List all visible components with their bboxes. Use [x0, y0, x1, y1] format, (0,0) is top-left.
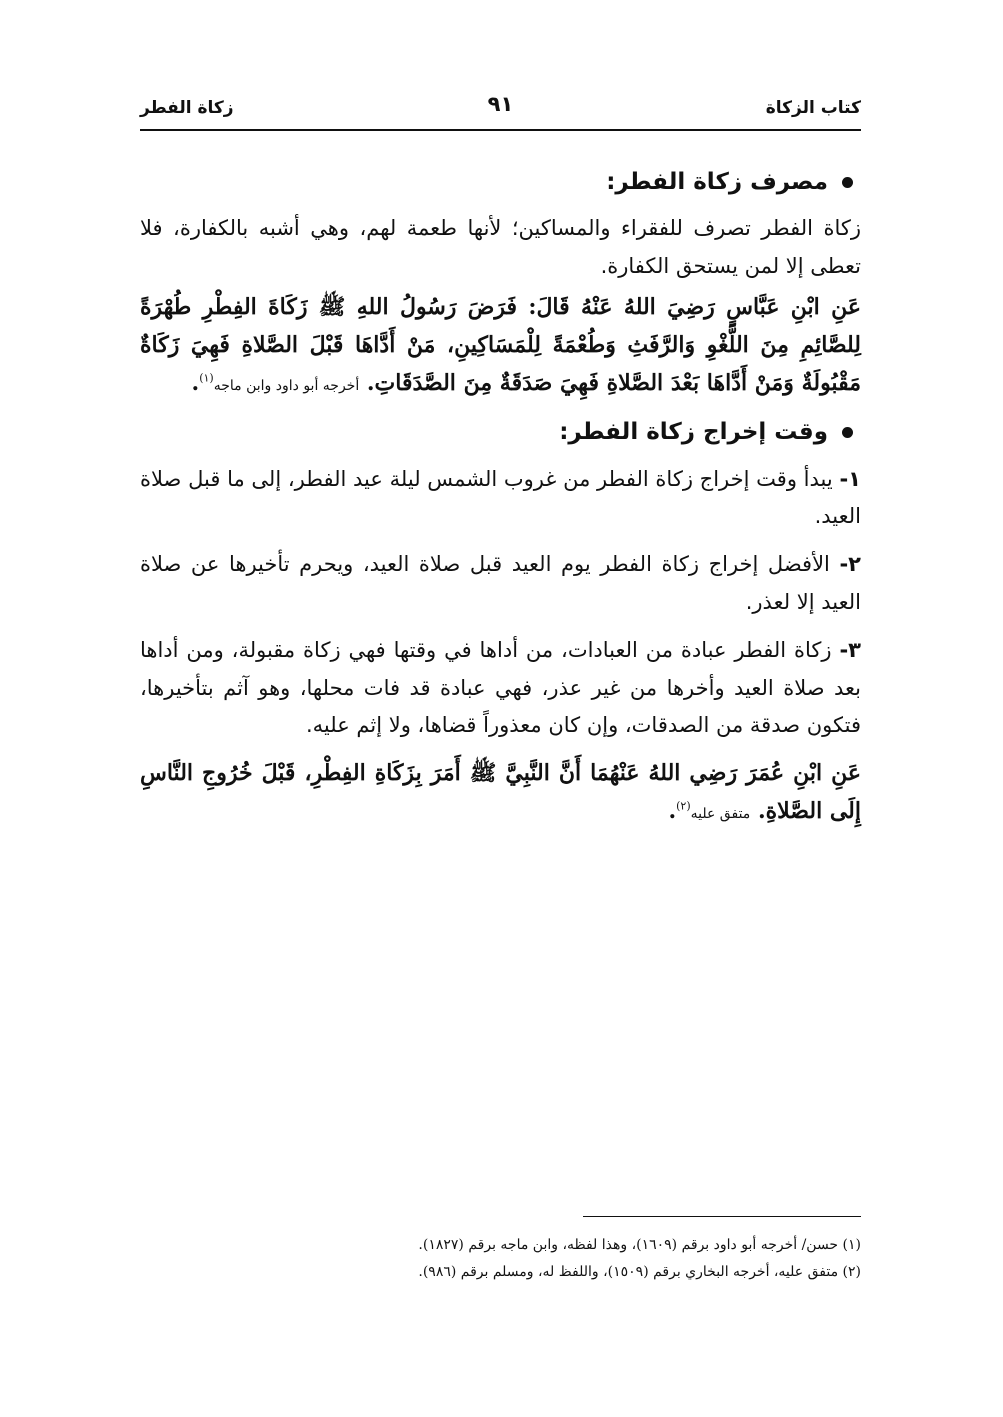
hadith-text: عَنِ ابْنِ عُمَرَ رَضِي اللهُ عَنْهُمَا أَنَّ النَّبِيَّ ﷺ أَمَرَ بِزَكَاةِ الفِطْرِ، قَبْلَ خُرُوجِ النَّاسِ إِلَى الصَّلاةِ. [140, 760, 861, 825]
hadith-end: . [668, 798, 677, 825]
hadith-source: متفق عليه [690, 806, 751, 823]
list-text: الأفضل إخراج زكاة الفطر يوم العيد قبل صلاة العيد، ويحرم تأخيرها عن صلاة العيد إلا لعذر. [140, 552, 861, 614]
hadith-ibn-abbas [140, 289, 861, 402]
list-text: يبدأ وقت إخراج زكاة الفطر من غروب الشمس ليلة عيد الفطر، إلى ما قبل صلاة العيد. [140, 466, 861, 529]
section-heading-recipients [140, 166, 861, 198]
list-item [140, 632, 861, 745]
book-title: كتاب الزكاة [765, 98, 861, 118]
page-header [140, 92, 861, 128]
list-item [140, 461, 861, 537]
hadith-text: عَنِ ابْنِ عَبَّاسٍ رَضِيَ اللهُ عَنْهُ قَالَ: فَرَضَ رَسُولُ اللهِ ﷺ زَكَاةَ الفِطْرِ طُهْرَةً لِلصَّائِمِ مِنَ اللَّغْوِ وَالرَّفَثِ وَطُعْمَةً لِلْمَسَاكِينِ، مَنْ أَدَّاهَا قَبْلَ الصَّلاةِ فَهِيَ زَكَاةٌ مَقْبُولَةٌ وَمَنْ أَدَّاهَا بَعْدَ الصَّلاةِ فَهِيَ صَدَقَةٌ مِنَ الصَّدَقَاتِ. [140, 293, 861, 396]
footnote-divider [583, 1216, 861, 1217]
recipients-paragraph: زكاة الفطر تصرف للفقراء والمساكين؛ لأنها طعمة لهم، وهي أشبه بالكفارة، فلا تعطى إلا لمن يستحق الكفارة. [140, 216, 861, 278]
footnote-1: (١) حسن/ أخرجه أبو داود برقم (١٦٠٩)، وهذا لفظه، وابن ماجه برقم (١٨٢٧). [418, 1237, 861, 1253]
list-text: زكاة الفطر عبادة من العبادات، من أداها في وقتها فهي زكاة مقبولة، ومن أداها بعد صلاة العيد وأخرها من غير عذر، فهي عبادة قد فات محلها، وهو آثم بتأخيرها، فتكون صدقة من الصدقات، وإن كان معذوراً قضاها، ولا إثم عليه. [140, 637, 861, 738]
list-number: ٣- [839, 637, 861, 662]
footnote-2: (٢) متفق عليه، أخرجه البخاري برقم (١٥٠٩)، واللفظ له، ومسلم برقم (٩٨٦). [418, 1263, 861, 1280]
section-heading-timing [140, 416, 861, 448]
page-body [140, 160, 861, 845]
bullet-icon [842, 427, 853, 438]
chapter-title: زكاة الفطر [140, 98, 234, 118]
footnote-ref: (١) [199, 371, 214, 385]
hadith-ibn-umar [140, 755, 861, 831]
list-number: ١- [839, 466, 861, 491]
footnotes [140, 1232, 861, 1285]
section-heading-text: وقت إخراج زكاة الفطر: [559, 419, 828, 446]
list-item [140, 546, 861, 622]
bullet-icon [842, 177, 853, 188]
page-number: ٩١ [487, 92, 514, 116]
hadith-source: أخرجه أبو داود وابن ماجه [213, 377, 360, 394]
section-heading-text: مصرف زكاة الفطر: [606, 169, 828, 195]
footnote-ref: (٢) [676, 799, 691, 813]
list-number: ٢- [839, 552, 861, 577]
header-divider [140, 129, 861, 131]
hadith-end: . [191, 369, 200, 396]
